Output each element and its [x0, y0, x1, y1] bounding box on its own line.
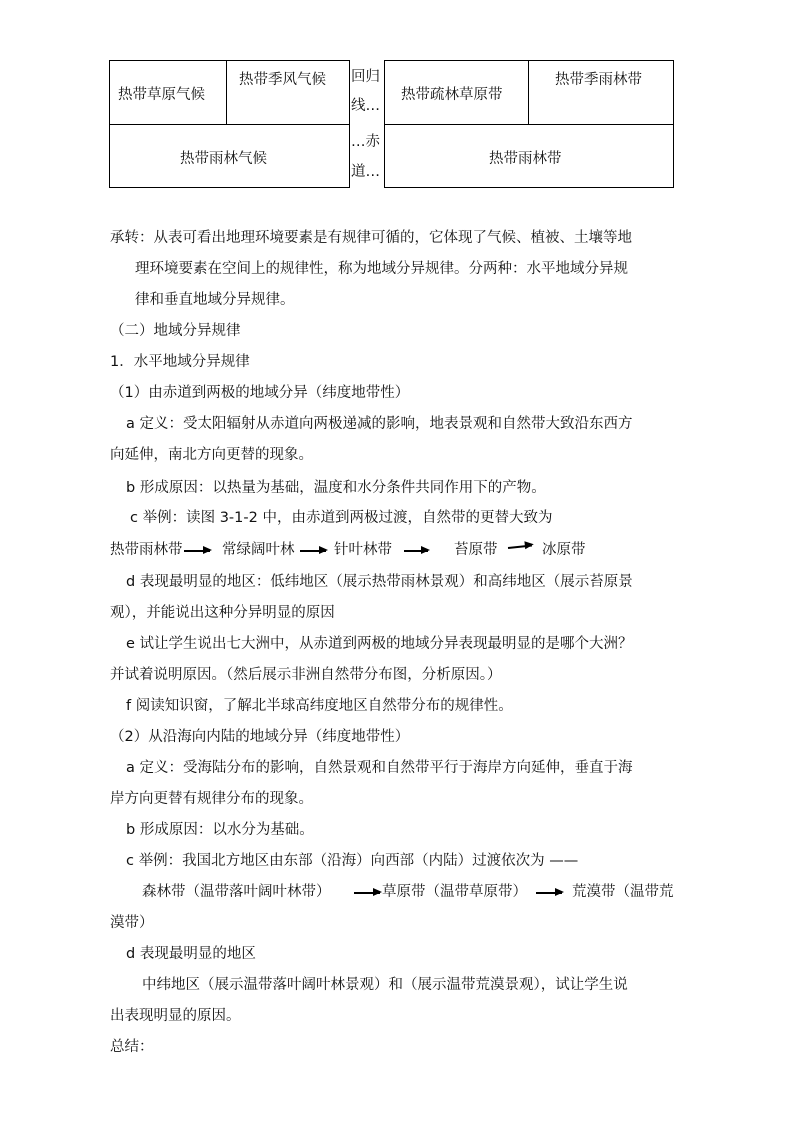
table-cell — [109, 124, 350, 188]
subsection-heading: （2）从沿海向内陆的地域分异（纬度地带性） — [110, 729, 410, 745]
zonation-table — [109, 60, 674, 188]
arrow-right-icon — [300, 550, 326, 552]
paragraph-line: b 形成原因：以热量为基础，温度和水分条件共同作用下的产物。 — [126, 480, 546, 496]
paragraph-line: a 定义：受海陆分布的影响，自然景观和自然带平行于海岸方向延伸，垂直于海 — [126, 760, 633, 776]
table-cell — [384, 60, 529, 125]
chain-item: 常绿阔叶林 — [222, 542, 295, 558]
paragraph-line: e 试让学生说出七大洲中，从赤道到两极的地域分异表现最明显的是哪个大洲？ — [126, 636, 633, 652]
paragraph-line: b 形成原因：以水分为基础。 — [126, 822, 314, 838]
chain-item: 冰原带 — [542, 542, 586, 558]
section-heading: （二）地域分异规律 — [110, 323, 241, 339]
table-cell-text: 热带季雨林带 — [555, 72, 642, 88]
table-middle-text: 道… — [351, 164, 380, 180]
table-cell-text: 热带疏林草原带 — [401, 87, 503, 103]
arrow-right-icon — [404, 550, 428, 552]
paragraph-line: 理环境要素在空间上的规律性，称为地域分异规律。分两种：水平地域分异规 — [135, 261, 628, 277]
paragraph-line: f 阅读知识窗，了解北半球高纬度地区自然带分布的规律性。 — [126, 698, 513, 714]
paragraph-line: c 举例：我国北方地区由东部（沿海）向西部（内陆）过渡依次为 —— — [126, 853, 579, 869]
paragraph-line: d 表现最明显的地区：低纬地区（展示热带雨林景观）和高纬地区（展示苔原景 — [126, 574, 633, 590]
chain-item: 草原带（温带草原带） — [382, 884, 527, 900]
table-middle-text: …赤 — [351, 134, 380, 150]
table-cell — [528, 60, 674, 125]
chain-item: 荒漠带（温带荒 — [572, 884, 674, 900]
chain-item: 苔原带 — [454, 542, 498, 558]
chain-item: 森林带（温带落叶阔叶林带） — [142, 884, 331, 900]
arrow-right-icon — [184, 550, 210, 552]
paragraph-line: d 表现最明显的地区 — [126, 946, 256, 962]
arrow-right-icon — [354, 892, 380, 894]
paragraph-line: 观），并能说出这种分异明显的原因 — [110, 605, 335, 621]
arrow-right-icon — [508, 544, 532, 548]
arrow-right-icon — [536, 892, 562, 894]
paragraph-line: c 举例：读图 3-1-2 中，由赤道到两极过渡，自然带的更替大致为 — [130, 510, 553, 526]
paragraph-line: 向延伸，南北方向更替的现象。 — [110, 447, 313, 463]
table-cell-text: 热带雨林气候 — [180, 151, 267, 167]
paragraph-line: 出表现明显的原因。 — [110, 1008, 241, 1024]
table-middle-text: 线… — [351, 98, 380, 114]
chain-item: 针叶林带 — [334, 542, 392, 558]
paragraph-line: 承转：从表可看出地理环境要素是有规律可循的，它体现了气候、植被、土壤等地 — [110, 230, 632, 246]
paragraph-line: 总结： — [110, 1039, 154, 1055]
table-cell-text: 热带草原气候 — [118, 87, 205, 103]
table-cell — [384, 124, 674, 188]
paragraph-line: 律和垂直地域分异规律。 — [135, 292, 295, 308]
paragraph-line: 岸方向更替有规律分布的现象。 — [110, 791, 313, 807]
table-cell-text: 热带雨林带 — [489, 151, 562, 167]
subsection-heading: （1）由赤道到两极的地域分异（纬度地带性） — [110, 385, 410, 401]
section-heading: 1．水平地域分异规律 — [110, 354, 250, 370]
paragraph-line: a 定义：受太阳辐射从赤道向两极递减的影响，地表景观和自然带大致沿东西方 — [126, 416, 633, 432]
table-cell-text: 热带季风气候 — [239, 72, 326, 88]
chain-item: 热带雨林带 — [110, 542, 183, 558]
paragraph-line: 中纬地区（展示温带落叶阔叶林景观）和（展示温带荒漠景观），试让学生说 — [142, 977, 628, 993]
table-cell — [109, 60, 227, 125]
paragraph-line: 并试着说明原因。（然后展示非洲自然带分布图，分析原因。） — [110, 667, 502, 683]
paragraph-line: 漠带） — [110, 915, 154, 931]
table-cell — [226, 60, 350, 125]
table-middle-text: 回归 — [351, 69, 380, 85]
